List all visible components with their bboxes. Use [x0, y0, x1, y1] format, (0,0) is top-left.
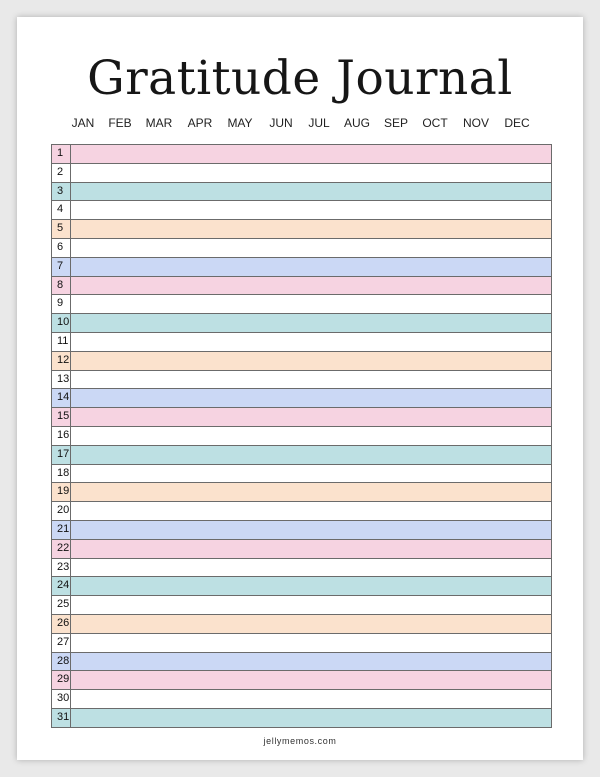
day-number: 11 [52, 333, 71, 351]
day-row[interactable] [52, 540, 551, 559]
month-label-nov: NOV [462, 116, 490, 130]
day-row[interactable] [52, 671, 551, 690]
day-row[interactable] [52, 220, 551, 239]
day-number: 23 [52, 559, 71, 577]
day-number: 25 [52, 596, 71, 614]
day-row[interactable] [52, 483, 551, 502]
day-row[interactable] [52, 615, 551, 634]
day-row[interactable] [52, 258, 551, 277]
day-row-entry-area[interactable] [71, 389, 551, 407]
day-row[interactable] [52, 634, 551, 653]
day-number: 10 [52, 314, 71, 332]
day-number: 5 [52, 220, 71, 238]
day-row[interactable] [52, 596, 551, 615]
page-title: Gratitude Journal [87, 51, 513, 106]
day-number: 6 [52, 239, 71, 257]
day-row-entry-area[interactable] [71, 258, 551, 276]
day-row[interactable] [52, 559, 551, 578]
journal-page [17, 17, 583, 760]
day-row[interactable] [52, 653, 551, 672]
month-label-jul: JUL [308, 116, 330, 130]
day-number: 12 [52, 352, 71, 370]
day-number: 2 [52, 164, 71, 182]
day-row[interactable] [52, 577, 551, 596]
day-row-entry-area[interactable] [71, 653, 551, 671]
day-row[interactable] [52, 239, 551, 258]
day-row[interactable] [52, 295, 551, 314]
day-row-entry-area[interactable] [71, 521, 551, 539]
day-row[interactable] [52, 333, 551, 352]
month-label-aug: AUG [343, 116, 371, 130]
month-label-jun: JUN [269, 116, 293, 130]
day-row-entry-area[interactable] [71, 502, 551, 520]
day-row-entry-area[interactable] [71, 201, 551, 219]
day-row[interactable] [52, 446, 551, 465]
day-row[interactable] [52, 521, 551, 540]
day-number: 15 [52, 408, 71, 426]
day-row[interactable] [52, 465, 551, 484]
day-row-entry-area[interactable] [71, 314, 551, 332]
month-header [17, 115, 583, 131]
day-row[interactable] [52, 314, 551, 333]
month-label-dec: DEC [504, 116, 530, 130]
day-number: 21 [52, 521, 71, 539]
day-number: 27 [52, 634, 71, 652]
day-number: 9 [52, 295, 71, 313]
day-row-entry-area[interactable] [71, 277, 551, 295]
day-number: 19 [52, 483, 71, 501]
day-row-entry-area[interactable] [71, 352, 551, 370]
day-row-entry-area[interactable] [71, 690, 551, 708]
day-row[interactable] [52, 690, 551, 709]
day-grid [51, 144, 552, 728]
month-label-apr: APR [187, 116, 213, 130]
day-number: 24 [52, 577, 71, 595]
day-number: 26 [52, 615, 71, 633]
day-row[interactable] [52, 277, 551, 296]
day-number: 22 [52, 540, 71, 558]
day-row-entry-area[interactable] [71, 465, 551, 483]
month-label-feb: FEB [108, 116, 132, 130]
day-row[interactable] [52, 201, 551, 220]
day-number: 13 [52, 371, 71, 389]
day-row-entry-area[interactable] [71, 709, 551, 727]
month-label-mar: MAR [145, 116, 173, 130]
day-row[interactable] [52, 352, 551, 371]
day-row-entry-area[interactable] [71, 615, 551, 633]
day-row[interactable] [52, 408, 551, 427]
day-row-entry-area[interactable] [71, 220, 551, 238]
day-number: 29 [52, 671, 71, 689]
day-number: 14 [52, 389, 71, 407]
day-row[interactable] [52, 502, 551, 521]
day-row-entry-area[interactable] [71, 559, 551, 577]
day-number: 8 [52, 277, 71, 295]
day-row[interactable] [52, 164, 551, 183]
day-row-entry-area[interactable] [71, 408, 551, 426]
day-row[interactable] [52, 183, 551, 202]
month-label-sep: SEP [383, 116, 409, 130]
day-row[interactable] [52, 709, 551, 728]
day-number: 18 [52, 465, 71, 483]
day-row-entry-area[interactable] [71, 239, 551, 257]
day-number: 16 [52, 427, 71, 445]
day-number: 20 [52, 502, 71, 520]
day-row-entry-area[interactable] [71, 577, 551, 595]
day-number: 3 [52, 183, 71, 201]
day-row-entry-area[interactable] [71, 671, 551, 689]
footer-url: jellymemos.com [263, 736, 337, 746]
day-row-entry-area[interactable] [71, 540, 551, 558]
day-row-entry-area[interactable] [71, 164, 551, 182]
day-row-entry-area[interactable] [71, 183, 551, 201]
day-number: 17 [52, 446, 71, 464]
day-number: 7 [52, 258, 71, 276]
day-row[interactable] [52, 145, 551, 164]
day-row[interactable] [52, 371, 551, 390]
day-number: 1 [52, 145, 71, 163]
day-row-entry-area[interactable] [71, 371, 551, 389]
day-number: 30 [52, 690, 71, 708]
day-row[interactable] [52, 389, 551, 408]
day-row[interactable] [52, 427, 551, 446]
day-row-entry-area[interactable] [71, 634, 551, 652]
day-number: 4 [52, 201, 71, 219]
day-row-entry-area[interactable] [71, 446, 551, 464]
day-row-entry-area[interactable] [71, 427, 551, 445]
day-row-entry-area[interactable] [71, 596, 551, 614]
day-row-entry-area[interactable] [71, 295, 551, 313]
day-row-entry-area[interactable] [71, 145, 551, 163]
month-label-may: MAY [227, 116, 253, 130]
day-number: 28 [52, 653, 71, 671]
day-row-entry-area[interactable] [71, 483, 551, 501]
day-number: 31 [52, 709, 71, 727]
day-row-entry-area[interactable] [71, 333, 551, 351]
month-label-oct: OCT [422, 116, 448, 130]
month-label-jan: JAN [71, 116, 95, 130]
